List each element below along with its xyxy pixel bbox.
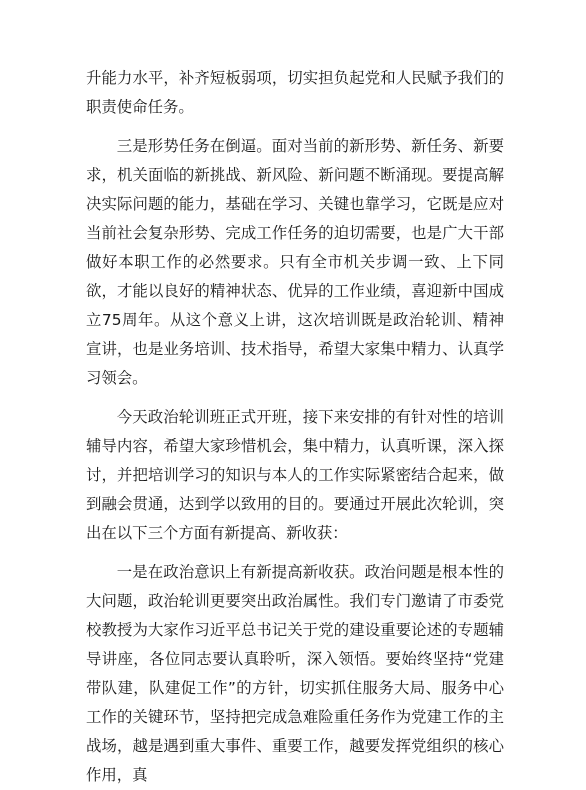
paragraph-political-awareness: 一是在政治意识上有新提高新收获。政治问题是根本性的大问题，政治轮训更要突出政治属性。我们专门邀请了市委党校教授为大家作习近平总书记关于党的建设重要论述的专题辅导讲座，各位同志要认真聆听，深入领悟。要始终坚持“党建带队建，队建促工作”的方针，切实抓住服务大局、服务中心工作的关键环节，坚持把完成急难险重任务作为党建工作的主战场，越是遇到重大事件、重要工作，越要发挥党组织的核心作用，真: [86, 563, 504, 784]
document-body: [86, 64, 504, 790]
paragraph-continuation: 升能力水平，补齐短板弱项，切实担负起党和人民赋予我们的职责使命任务。: [86, 69, 504, 116]
paragraph-training-opening: 今天政治轮训班正式开班，接下来安排的有针对性的培训辅导内容，希望大家珍惜机会，集中精力，认真听课，深入探讨，并把培训学习的知识与本人的工作实际紧密结合起来，做到融会贯通，达到学以致用的目的。要通过开展此次轮训，突出在以下三个方面有新提高、新收获：: [86, 408, 504, 542]
paragraph-situation-tasks: 三是形势任务在倒逼。面对当前的新形势、新任务、新要求，机关面临的新挑战、新风险、新问题不断涌现。要提高解决实际问题的能力，基础在学习、关键也靠学习，它既是应对当前社会复杂形势、完成工作任务的迫切需要，也是广大干部做好本职工作的必然要求。只有全市机关步调一致、上下同欲，才能以良好的精神状态、优异的工作业绩，喜迎新中国成立75周年。从这个意义上讲，这次培训既是政治轮训、精神宣讲，也是业务培训、技术指导，希望大家集中精力、认真学习领会。: [86, 137, 504, 387]
